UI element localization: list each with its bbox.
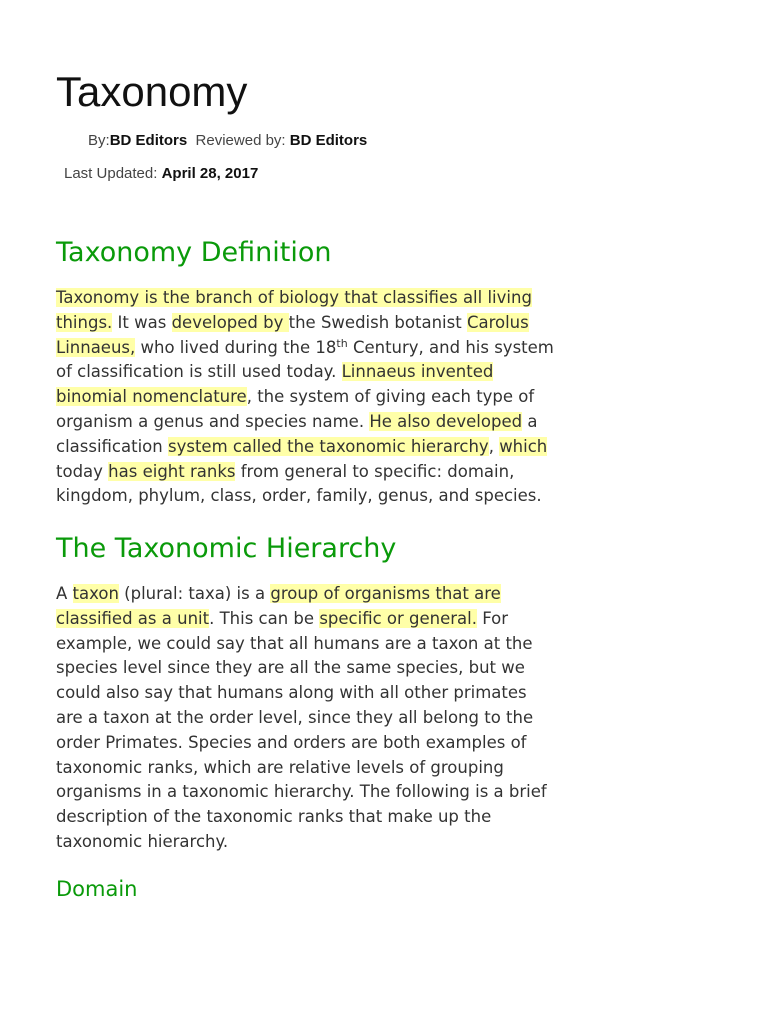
page-title: Taxonomy <box>56 68 248 115</box>
paragraph-text: of classification is still used today. <box>56 362 342 382</box>
highlighted-text: which <box>499 436 548 456</box>
section-heading-domain: Domain <box>56 877 138 901</box>
paragraph-text: a <box>522 411 538 431</box>
paragraph-text: organism a genus and species name. <box>56 411 370 431</box>
paragraph-text: organisms in a taxonomic hierarchy. The following is a brief <box>56 782 547 802</box>
highlighted-text: Linnaeus invented <box>341 362 494 382</box>
paragraph-text: taxonomic hierarchy. <box>56 831 229 851</box>
paragraph-text: species level since they are all the same species, but we <box>56 658 525 678</box>
paragraph-text: classification <box>56 436 168 456</box>
section-heading-taxonomic-hierarchy: The Taxonomic Hierarchy <box>56 533 397 564</box>
paragraph-text: the Swedish botanist <box>288 312 467 332</box>
byline-by-label: By: <box>88 132 110 149</box>
highlighted-text: group of organisms that are <box>270 584 501 603</box>
highlighted-text: system called the taxonomic hierarchy <box>167 436 489 456</box>
paragraph-text: could also say that humans along with all other primates <box>56 683 527 703</box>
paragraph-line <box>56 780 586 805</box>
highlighted-text: Carolus <box>466 312 529 332</box>
paragraph-text: kingdom, phylum, class, order, family, genus, and species. <box>56 486 542 506</box>
last-updated <box>64 164 258 184</box>
paragraph-line <box>56 632 586 657</box>
reviewer-name[interactable]: BD Editors <box>289 132 368 149</box>
paragraph-text: , the system of giving each type of <box>246 387 535 407</box>
paragraph-text: taxonomic ranks, which are relative levels of grouping <box>56 757 504 777</box>
paragraph-line <box>56 830 586 855</box>
paragraph-text: who lived during the 18 <box>135 337 337 357</box>
paragraph-text: description of the taxonomic ranks that make up the <box>56 807 492 827</box>
paragraph-text: For <box>476 608 509 628</box>
highlighted-text: binomial nomenclature <box>56 387 247 407</box>
paragraph-text: It was <box>112 312 172 332</box>
highlighted-text: classified as a unit <box>56 608 210 628</box>
paragraph-text: from general to specific: domain, <box>235 461 515 481</box>
highlighted-text: specific or general. <box>319 608 477 628</box>
last-updated-label: Last Updated: <box>64 165 158 182</box>
highlighted-text: Taxonomy is the branch of biology that classifies all living <box>56 288 532 307</box>
paragraph-text: . This can be <box>209 608 320 628</box>
paragraph-line <box>56 706 586 731</box>
paragraph-line <box>56 336 586 361</box>
paragraph-line <box>56 756 586 781</box>
paragraph-line <box>56 385 586 410</box>
paragraph-line <box>56 435 586 460</box>
paragraph-text: , <box>488 436 500 456</box>
paragraph-text: A <box>56 584 73 603</box>
paragraph-text: (plural: taxa) is a <box>118 584 271 603</box>
highlighted-text: Linnaeus, <box>56 337 136 357</box>
paragraph-line <box>56 484 586 509</box>
paragraph-line <box>56 582 586 607</box>
highlighted-text: things. <box>56 312 113 332</box>
paragraph-text: Century, and his system <box>347 337 554 357</box>
highlighted-text: He also developed <box>369 411 523 431</box>
paragraph-line <box>56 681 586 706</box>
superscript-text: th <box>336 336 348 350</box>
last-updated-date: April 28, 2017 <box>161 165 259 182</box>
paragraph-text: order Primates. Species and orders are both examples of <box>56 732 527 752</box>
paragraph-line <box>56 360 586 385</box>
highlighted-text: has eight ranks <box>108 461 236 481</box>
paragraph-line <box>56 410 586 435</box>
paragraph-line <box>56 731 586 756</box>
paragraph-text: are a taxon at the order level, since they all belong to the <box>56 707 534 727</box>
paragraph-text: today <box>56 461 109 481</box>
paragraph-line <box>56 311 586 336</box>
paragraph-taxonomic-hierarchy <box>56 582 586 855</box>
highlighted-text: developed by <box>171 312 289 332</box>
paragraph-line <box>56 460 586 485</box>
highlighted-text: taxon <box>72 584 119 603</box>
byline-reviewed-label: Reviewed by: <box>195 132 286 149</box>
paragraph-line <box>56 656 586 681</box>
paragraph-line <box>56 286 586 311</box>
paragraph-line <box>56 607 586 632</box>
section-heading-taxonomy-definition: Taxonomy Definition <box>56 237 332 268</box>
paragraph-taxonomy-definition <box>56 286 586 509</box>
paragraph-text: example, we could say that all humans are a taxon at the <box>56 633 533 653</box>
byline <box>88 131 367 151</box>
paragraph-line <box>56 805 586 830</box>
author-name[interactable]: BD Editors <box>109 132 188 149</box>
